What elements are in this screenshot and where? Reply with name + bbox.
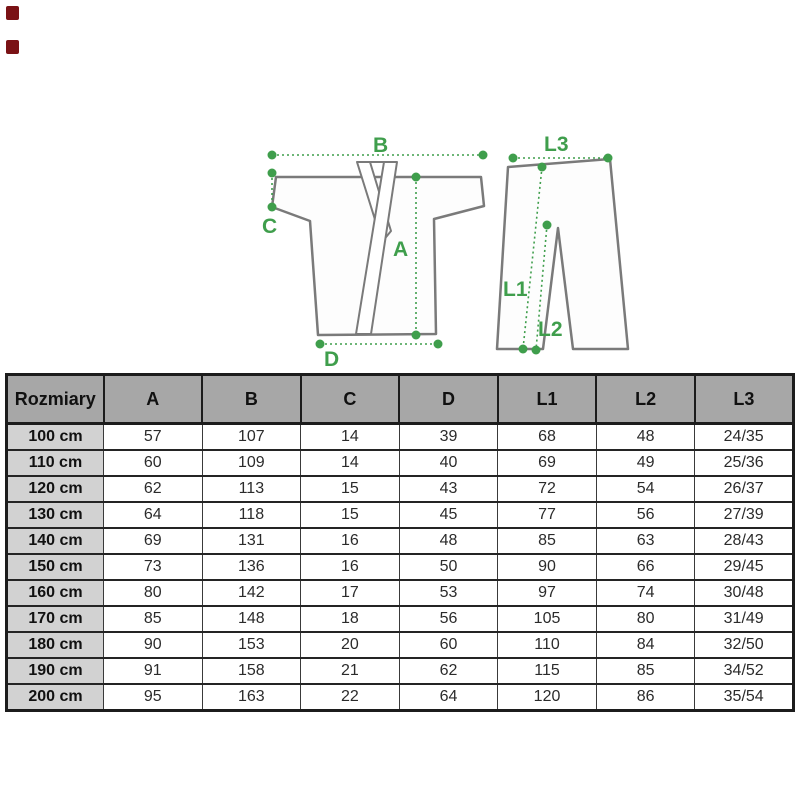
value-cell: 85	[104, 606, 203, 632]
header-l1: L1	[498, 375, 597, 424]
size-cell: 190 cm	[7, 658, 104, 684]
value-cell: 26/37	[695, 476, 794, 502]
dot-a-bottom	[412, 331, 421, 340]
value-cell: 109	[202, 450, 301, 476]
table-row	[7, 502, 794, 528]
value-cell: 20	[301, 632, 400, 658]
table-row	[7, 606, 794, 632]
value-cell: 95	[104, 684, 203, 711]
value-cell: 50	[399, 554, 498, 580]
size-cell: 180 cm	[7, 632, 104, 658]
value-cell: 113	[202, 476, 301, 502]
table-row	[7, 658, 794, 684]
value-cell: 85	[596, 658, 695, 684]
value-cell: 136	[202, 554, 301, 580]
table-row	[7, 450, 794, 476]
label-a: A	[393, 238, 409, 261]
value-cell: 53	[399, 580, 498, 606]
dot-a-top	[412, 173, 421, 182]
value-cell: 43	[399, 476, 498, 502]
value-cell: 39	[399, 424, 498, 451]
size-cell: 140 cm	[7, 528, 104, 554]
header-a: A	[104, 375, 203, 424]
dot-l3-right	[604, 154, 613, 163]
value-cell: 16	[301, 528, 400, 554]
value-cell: 66	[596, 554, 695, 580]
value-cell: 35/54	[695, 684, 794, 711]
value-cell: 120	[498, 684, 597, 711]
value-cell: 69	[498, 450, 597, 476]
value-cell: 64	[399, 684, 498, 711]
value-cell: 56	[596, 502, 695, 528]
measurement-diagram	[0, 0, 800, 373]
header-l3: L3	[695, 375, 794, 424]
dot-l2-top	[543, 221, 552, 230]
value-cell: 74	[596, 580, 695, 606]
dot-d-right	[434, 340, 443, 349]
label-l1: L1	[503, 278, 528, 301]
label-d: D	[324, 348, 340, 371]
size-cell: 160 cm	[7, 580, 104, 606]
value-cell: 91	[104, 658, 203, 684]
value-cell: 142	[202, 580, 301, 606]
dot-c-top	[268, 169, 277, 178]
value-cell: 63	[596, 528, 695, 554]
value-cell: 28/43	[695, 528, 794, 554]
dot-b-right	[479, 151, 488, 160]
value-cell: 57	[104, 424, 203, 451]
value-cell: 163	[202, 684, 301, 711]
header-d: D	[399, 375, 498, 424]
value-cell: 25/36	[695, 450, 794, 476]
value-cell: 110	[498, 632, 597, 658]
size-cell: 130 cm	[7, 502, 104, 528]
value-cell: 14	[301, 424, 400, 451]
value-cell: 22	[301, 684, 400, 711]
value-cell: 40	[399, 450, 498, 476]
value-cell: 73	[104, 554, 203, 580]
value-cell: 107	[202, 424, 301, 451]
header-rozmiary: Rozmiary	[7, 375, 104, 424]
value-cell: 60	[399, 632, 498, 658]
value-cell: 32/50	[695, 632, 794, 658]
jacket-figure	[272, 162, 484, 335]
value-cell: 15	[301, 476, 400, 502]
size-cell: 150 cm	[7, 554, 104, 580]
size-cell: 120 cm	[7, 476, 104, 502]
table-row	[7, 684, 794, 711]
label-l3: L3	[544, 133, 569, 156]
value-cell: 48	[399, 528, 498, 554]
value-cell: 131	[202, 528, 301, 554]
dot-l1-bottom	[519, 345, 528, 354]
dot-l3-left	[509, 154, 518, 163]
value-cell: 68	[498, 424, 597, 451]
dot-l1-top	[538, 163, 547, 172]
dot-l2-bottom	[532, 346, 541, 355]
value-cell: 77	[498, 502, 597, 528]
value-cell: 158	[202, 658, 301, 684]
value-cell: 97	[498, 580, 597, 606]
header-row	[7, 375, 794, 424]
value-cell: 84	[596, 632, 695, 658]
dot-b-left	[268, 151, 277, 160]
size-cell: 200 cm	[7, 684, 104, 711]
header-l2: L2	[596, 375, 695, 424]
value-cell: 80	[104, 580, 203, 606]
value-cell: 153	[202, 632, 301, 658]
size-cell: 170 cm	[7, 606, 104, 632]
value-cell: 86	[596, 684, 695, 711]
value-cell: 21	[301, 658, 400, 684]
value-cell: 54	[596, 476, 695, 502]
value-cell: 90	[104, 632, 203, 658]
value-cell: 60	[104, 450, 203, 476]
value-cell: 115	[498, 658, 597, 684]
value-cell: 62	[399, 658, 498, 684]
table-row	[7, 476, 794, 502]
header-b: B	[202, 375, 301, 424]
value-cell: 62	[104, 476, 203, 502]
table-row	[7, 580, 794, 606]
dot-c-bottom	[268, 203, 277, 212]
value-cell: 69	[104, 528, 203, 554]
label-b: B	[373, 134, 389, 157]
value-cell: 64	[104, 502, 203, 528]
value-cell: 29/45	[695, 554, 794, 580]
label-l2: L2	[538, 318, 563, 341]
header-c: C	[301, 375, 400, 424]
value-cell: 45	[399, 502, 498, 528]
size-cell: 110 cm	[7, 450, 104, 476]
size-cell: 100 cm	[7, 424, 104, 451]
value-cell: 105	[498, 606, 597, 632]
value-cell: 49	[596, 450, 695, 476]
value-cell: 90	[498, 554, 597, 580]
value-cell: 15	[301, 502, 400, 528]
value-cell: 72	[498, 476, 597, 502]
table-row	[7, 554, 794, 580]
table-row	[7, 528, 794, 554]
value-cell: 118	[202, 502, 301, 528]
value-cell: 31/49	[695, 606, 794, 632]
label-c: C	[262, 215, 278, 238]
value-cell: 34/52	[695, 658, 794, 684]
value-cell: 80	[596, 606, 695, 632]
value-cell: 17	[301, 580, 400, 606]
value-cell: 16	[301, 554, 400, 580]
value-cell: 85	[498, 528, 597, 554]
value-cell: 24/35	[695, 424, 794, 451]
value-cell: 148	[202, 606, 301, 632]
size-table	[5, 373, 795, 712]
value-cell: 48	[596, 424, 695, 451]
value-cell: 56	[399, 606, 498, 632]
value-cell: 30/48	[695, 580, 794, 606]
value-cell: 27/39	[695, 502, 794, 528]
table-row	[7, 632, 794, 658]
value-cell: 18	[301, 606, 400, 632]
value-cell: 14	[301, 450, 400, 476]
table-row	[7, 424, 794, 451]
